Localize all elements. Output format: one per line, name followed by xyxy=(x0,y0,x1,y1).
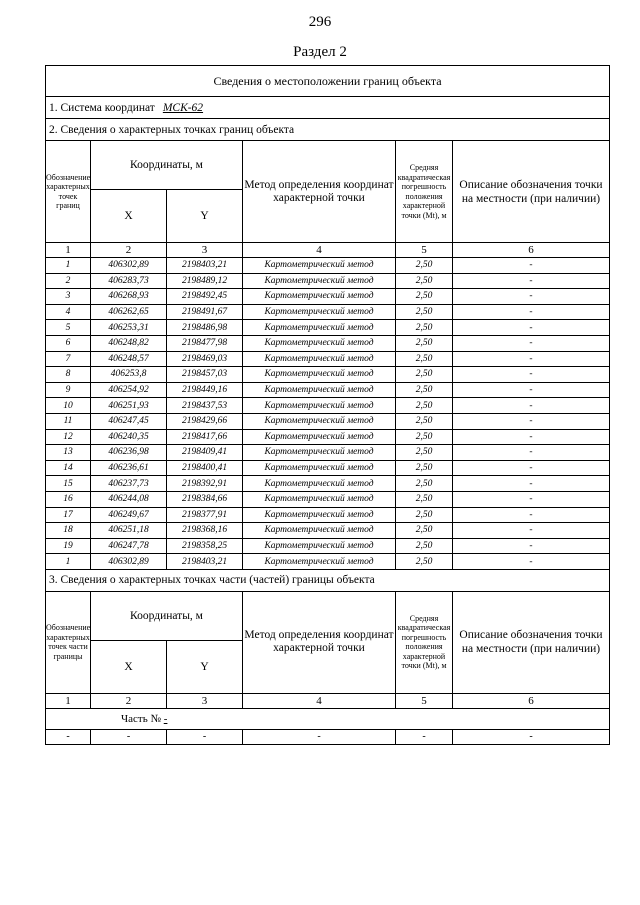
accuracy-cell: 2,50 xyxy=(396,538,453,554)
table-row xyxy=(46,335,610,351)
description-cell: - xyxy=(453,413,610,429)
coord-y-cell: 2198403,21 xyxy=(167,258,243,274)
part-cell: - xyxy=(243,729,396,744)
section-title: Раздел 2 xyxy=(293,44,347,60)
table-row xyxy=(46,445,610,461)
accuracy-cell: 2,50 xyxy=(396,507,453,523)
part-row xyxy=(46,708,610,729)
part-number: - xyxy=(163,712,168,725)
point-number-cell: 12 xyxy=(46,429,91,445)
table-row xyxy=(46,320,610,336)
point-number-cell: 11 xyxy=(46,413,91,429)
accuracy-cell: 2,50 xyxy=(396,429,453,445)
coord-system-line xyxy=(46,97,610,119)
accuracy-cell: 2,50 xyxy=(396,258,453,274)
table-row xyxy=(46,413,610,429)
method-cell: Картометрический метод xyxy=(243,460,396,476)
coord-y-cell: 2198457,03 xyxy=(167,367,243,383)
description-cell: - xyxy=(453,273,610,289)
column-number: 1 xyxy=(46,243,91,258)
column-number: 4 xyxy=(243,243,396,258)
accuracy-cell: 2,50 xyxy=(396,289,453,305)
header3-point-label: Обозначение характерных точек части границы xyxy=(46,591,91,693)
description-cell: - xyxy=(453,258,610,274)
accuracy-cell: 2,50 xyxy=(396,491,453,507)
part-cell: - xyxy=(167,729,243,744)
description-cell: - xyxy=(453,523,610,539)
method-cell: Картометрический метод xyxy=(243,289,396,305)
section2-title: 2. Сведения о характерных точках границ объекта xyxy=(46,119,610,141)
header3-method: Метод определения координат характерной точки xyxy=(243,591,396,693)
method-cell: Картометрический метод xyxy=(243,538,396,554)
table-row xyxy=(46,304,610,320)
table-row xyxy=(46,476,610,492)
method-cell: Картометрический метод xyxy=(243,429,396,445)
point-number-cell: 17 xyxy=(46,507,91,523)
coord-y-cell: 2198449,16 xyxy=(167,382,243,398)
header3-description: Описание обозначения точки на местности (при наличии) xyxy=(453,591,610,693)
part-cell: - xyxy=(396,729,453,744)
description-cell: - xyxy=(453,335,610,351)
point-number-cell: 14 xyxy=(46,460,91,476)
accuracy-cell: 2,50 xyxy=(396,304,453,320)
part-cell: - xyxy=(46,729,91,744)
coord-y-cell: 2198358,25 xyxy=(167,538,243,554)
method-cell: Картометрический метод xyxy=(243,258,396,274)
boundary-table xyxy=(45,65,610,745)
column-number: 3 xyxy=(167,693,243,708)
coord-x-cell: 406268,93 xyxy=(91,289,167,305)
point-number-cell: 1 xyxy=(46,258,91,274)
coord-y-cell: 2198417,66 xyxy=(167,429,243,445)
method-cell: Картометрический метод xyxy=(243,445,396,461)
point-number-cell: 7 xyxy=(46,351,91,367)
coord-x-cell: 406244,08 xyxy=(91,491,167,507)
method-cell: Картометрический метод xyxy=(243,335,396,351)
accuracy-cell: 2,50 xyxy=(396,367,453,383)
column-number: 5 xyxy=(396,243,453,258)
table-row xyxy=(46,351,610,367)
table-row xyxy=(46,460,610,476)
coord-y-cell: 2198400,41 xyxy=(167,460,243,476)
coord-x-cell: 406262,65 xyxy=(91,304,167,320)
coord-y-cell: 2198437,53 xyxy=(167,398,243,414)
table-row xyxy=(46,538,610,554)
accuracy-cell: 2,50 xyxy=(396,445,453,461)
coord-x-cell: 406240,35 xyxy=(91,429,167,445)
coord-y-cell: 2198392,91 xyxy=(167,476,243,492)
table-row xyxy=(46,258,610,274)
coord-x-cell: 406247,78 xyxy=(91,538,167,554)
coord-y-cell: 2198377,91 xyxy=(167,507,243,523)
coord-y-cell: 2198409,41 xyxy=(167,445,243,461)
point-number-cell: 10 xyxy=(46,398,91,414)
coord-x-cell: 406253,8 xyxy=(91,367,167,383)
coord-y-cell: 2198384,66 xyxy=(167,491,243,507)
coord-x-cell: 406248,57 xyxy=(91,351,167,367)
coord-y-cell: 2198489,12 xyxy=(167,273,243,289)
header-description: Описание обозначения точки на местности (при наличии) xyxy=(453,141,610,243)
coord-y-cell: 2198492,45 xyxy=(167,289,243,305)
part-data-row xyxy=(46,729,610,744)
column-number: 2 xyxy=(91,243,167,258)
description-cell: - xyxy=(453,554,610,570)
method-cell: Картометрический метод xyxy=(243,523,396,539)
description-cell: - xyxy=(453,507,610,523)
description-cell: - xyxy=(453,460,610,476)
coord-x-cell: 406251,93 xyxy=(91,398,167,414)
coord-system-label: 1. Система координат xyxy=(49,101,155,114)
coord-y-cell: 2198429,66 xyxy=(167,413,243,429)
description-cell: - xyxy=(453,367,610,383)
header-x: X xyxy=(91,190,167,243)
boundary-document xyxy=(45,65,609,745)
description-cell: - xyxy=(453,320,610,336)
section3-title: 3. Сведения о характерных точках части (частей) границы объекта xyxy=(46,569,610,591)
method-cell: Картометрический метод xyxy=(243,273,396,289)
point-number-cell: 19 xyxy=(46,538,91,554)
column-number: 6 xyxy=(453,243,610,258)
table-row xyxy=(46,523,610,539)
method-cell: Картометрический метод xyxy=(243,476,396,492)
description-cell: - xyxy=(453,382,610,398)
accuracy-cell: 2,50 xyxy=(396,398,453,414)
method-cell: Картометрический метод xyxy=(243,351,396,367)
accuracy-cell: 2,50 xyxy=(396,335,453,351)
method-cell: Картометрический метод xyxy=(243,382,396,398)
header-coordinates: Координаты, м xyxy=(91,141,243,190)
column-number: 1 xyxy=(46,693,91,708)
method-cell: Картометрический метод xyxy=(243,398,396,414)
method-cell: Картометрический метод xyxy=(243,413,396,429)
coord-system-value: МСК-62 xyxy=(162,101,204,114)
part-label-cell xyxy=(46,708,610,729)
point-number-cell: 4 xyxy=(46,304,91,320)
coord-x-cell: 406236,98 xyxy=(91,445,167,461)
accuracy-cell: 2,50 xyxy=(396,351,453,367)
table-row xyxy=(46,289,610,305)
part-cell: - xyxy=(453,729,610,744)
description-cell: - xyxy=(453,304,610,320)
method-cell: Картометрический метод xyxy=(243,320,396,336)
description-cell: - xyxy=(453,398,610,414)
point-number-cell: 8 xyxy=(46,367,91,383)
column-number-row-3 xyxy=(46,693,610,708)
table-title: Сведения о местоположении границ объекта xyxy=(46,66,610,97)
accuracy-cell: 2,50 xyxy=(396,273,453,289)
point-number-cell: 18 xyxy=(46,523,91,539)
coord-x-cell: 406302,89 xyxy=(91,258,167,274)
header-method: Метод определения координат характерной точки xyxy=(243,141,396,243)
coord-y-cell: 2198477,98 xyxy=(167,335,243,351)
point-number-cell: 3 xyxy=(46,289,91,305)
header3-coordinates: Координаты, м xyxy=(91,591,243,640)
accuracy-cell: 2,50 xyxy=(396,460,453,476)
column-number: 4 xyxy=(243,693,396,708)
table-row xyxy=(46,429,610,445)
header3-x: X xyxy=(91,640,167,693)
coord-x-cell: 406247,45 xyxy=(91,413,167,429)
description-cell: - xyxy=(453,429,610,445)
coord-x-cell: 406302,89 xyxy=(91,554,167,570)
coord-x-cell: 406237,73 xyxy=(91,476,167,492)
coord-x-cell: 406249,67 xyxy=(91,507,167,523)
point-number-cell: 5 xyxy=(46,320,91,336)
coord-y-cell: 2198469,03 xyxy=(167,351,243,367)
column-number: 2 xyxy=(91,693,167,708)
point-number-cell: 1 xyxy=(46,554,91,570)
accuracy-cell: 2,50 xyxy=(396,382,453,398)
table-row xyxy=(46,507,610,523)
coord-x-cell: 406283,73 xyxy=(91,273,167,289)
method-cell: Картометрический метод xyxy=(243,491,396,507)
table-row xyxy=(46,273,610,289)
method-cell: Картометрический метод xyxy=(243,304,396,320)
coord-y-cell: 2198486,98 xyxy=(167,320,243,336)
header-point-label: Обозначение характерных точек границ xyxy=(46,141,91,243)
description-cell: - xyxy=(453,351,610,367)
coord-x-cell: 406236,61 xyxy=(91,460,167,476)
description-cell: - xyxy=(453,491,610,507)
point-number-cell: 13 xyxy=(46,445,91,461)
table-row xyxy=(46,554,610,570)
column-number: 3 xyxy=(167,243,243,258)
coord-x-cell: 406253,31 xyxy=(91,320,167,336)
method-cell: Картометрический метод xyxy=(243,554,396,570)
accuracy-cell: 2,50 xyxy=(396,320,453,336)
point-number-cell: 9 xyxy=(46,382,91,398)
header3-accuracy: Средняя квадратическая погрешность положения характерной точки (Mt), м xyxy=(396,591,453,693)
description-cell: - xyxy=(453,445,610,461)
coord-y-cell: 2198403,21 xyxy=(167,554,243,570)
column-number: 5 xyxy=(396,693,453,708)
column-number-row xyxy=(46,243,610,258)
accuracy-cell: 2,50 xyxy=(396,413,453,429)
table-row xyxy=(46,382,610,398)
description-cell: - xyxy=(453,289,610,305)
method-cell: Картометрический метод xyxy=(243,507,396,523)
coord-x-cell: 406251,18 xyxy=(91,523,167,539)
part-cell: - xyxy=(91,729,167,744)
accuracy-cell: 2,50 xyxy=(396,476,453,492)
coord-y-cell: 2198491,67 xyxy=(167,304,243,320)
table-row xyxy=(46,398,610,414)
coord-x-cell: 406254,92 xyxy=(91,382,167,398)
table-row xyxy=(46,367,610,383)
table-row xyxy=(46,491,610,507)
coord-x-cell: 406248,82 xyxy=(91,335,167,351)
point-number-cell: 15 xyxy=(46,476,91,492)
point-number-cell: 2 xyxy=(46,273,91,289)
description-cell: - xyxy=(453,538,610,554)
header-accuracy: Средняя квадратическая погрешность положения характерной точки (Mt), м xyxy=(396,141,453,243)
accuracy-cell: 2,50 xyxy=(396,554,453,570)
coord-y-cell: 2198368,16 xyxy=(167,523,243,539)
description-cell: - xyxy=(453,476,610,492)
header3-y: Y xyxy=(167,640,243,693)
part-label: Часть № xyxy=(121,712,161,725)
accuracy-cell: 2,50 xyxy=(396,523,453,539)
point-number-cell: 6 xyxy=(46,335,91,351)
points-body xyxy=(46,258,610,570)
column-number: 6 xyxy=(453,693,610,708)
header-y: Y xyxy=(167,190,243,243)
page-number: 296 xyxy=(308,14,332,30)
method-cell: Картометрический метод xyxy=(243,367,396,383)
point-number-cell: 16 xyxy=(46,491,91,507)
